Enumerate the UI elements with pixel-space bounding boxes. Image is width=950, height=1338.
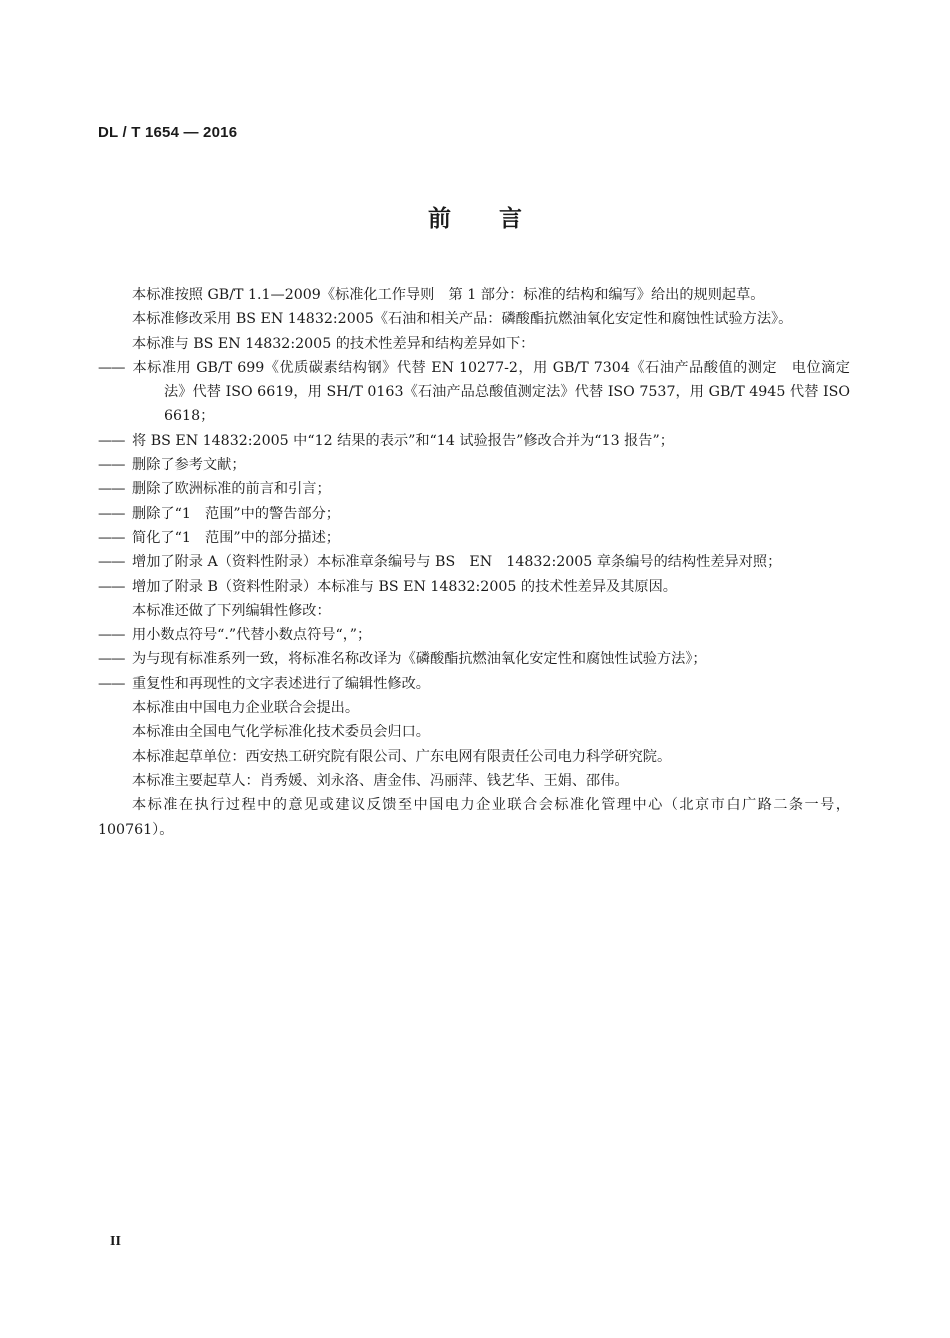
list-item <box>98 453 850 477</box>
list-item-text: 将 BS EN 14832:2005 中“12 结果的表示”和“14 试验报告”修改合并为“13 报告”； <box>132 432 674 449</box>
list-item-text: 用小数点符号“.”代替小数点符号“，”； <box>132 627 372 644</box>
list-item <box>98 672 850 696</box>
list-item <box>98 429 850 453</box>
list-item-text: 删除了欧洲标准的前言和引言； <box>132 481 331 498</box>
paragraph: 本标准起草单位：西安热工研究院有限公司、广东电网有限责任公司电力科学研究院。 <box>132 748 672 765</box>
list-item <box>98 502 850 526</box>
list-dash: —— <box>98 505 125 522</box>
list-item <box>98 575 850 599</box>
paragraph: 本标准还做了下列编辑性修改： <box>132 602 331 619</box>
list-item-text: 本标准用 GB/T 699《优质碳素结构钢》代替 EN 10277-2，用 GB/T 7304《石油产品酸值的测定 电位滴定法》代替 ISO 6619，用 SH/T 0163《石油产品总酸值测定法》代替 ISO 7537，用 GB/T 4945 代替 ISO 6618； <box>132 359 850 425</box>
paragraph: 本标准按照 GB/T 1.1—2009《标准化工作导则 第 1 部分：标准的结构和编写》给出的规则起草。 <box>132 287 765 303</box>
list-item <box>98 526 850 550</box>
list-item <box>98 647 850 671</box>
paragraph: 本标准由中国电力企业联合会提出。 <box>132 700 360 717</box>
list-item <box>98 550 850 574</box>
list-item <box>98 477 850 501</box>
list-dash: —— <box>98 529 125 546</box>
page-number: II <box>110 1234 121 1249</box>
list-item-text: 增加了附录 A（资料性附录）本标准章条编号与 BS EN 14832:2005 章条编号的结构性差异对照； <box>132 554 782 571</box>
list-dash: —— <box>98 554 125 571</box>
paragraph: 本标准与 BS EN 14832:2005 的技术性差异和结构差异如下： <box>132 335 535 352</box>
list-dash: —— <box>98 481 125 498</box>
standard-code: DL / T 1654 — 2016 <box>98 124 238 141</box>
list-item-text: 增加了附录 B（资料性附录）本标准与 BS EN 14832:2005 的技术性差异及其原因。 <box>132 578 677 595</box>
list-dash: —— <box>98 578 125 595</box>
list-item-text: 为与现有标准系列一致，将标准名称改译为《磷酸酯抗燃油氧化安定性和腐蚀性试验方法》； <box>132 651 707 668</box>
list-dash: —— <box>98 651 125 668</box>
list-item-text: 重复性和再现性的文字表述进行了编辑性修改。 <box>132 675 430 692</box>
paragraph: 本标准在执行过程中的意见或建议反馈至中国电力企业联合会标准化管理中心（北京市白广路二条一号，100761）。 <box>98 797 850 838</box>
list-dash: —— <box>98 457 125 474</box>
list-item-text: 删除了“1 范围”中的警告部分； <box>132 505 340 522</box>
list-item-text: 简化了“1 范围”中的部分描述； <box>132 529 340 546</box>
list-item <box>98 356 850 429</box>
list-dash: —— <box>98 675 125 692</box>
list-dash: —— <box>98 432 125 449</box>
list-dash: —— <box>98 627 125 644</box>
list-dash: —— <box>98 359 125 376</box>
list-item <box>98 623 850 647</box>
paragraph: 本标准主要起草人：肖秀媛、刘永洛、唐金伟、冯丽萍、钱艺华、王娟、邵伟。 <box>132 772 629 789</box>
list-item-text: 删除了参考文献； <box>132 457 246 474</box>
paragraph: 本标准由全国电气化学标准化技术委员会归口。 <box>132 724 430 741</box>
paragraph: 本标准修改采用 BS EN 14832:2005《石油和相关产品：磷酸酯抗燃油氧化安定性和腐蚀性试验方法》。 <box>132 311 793 328</box>
foreword-body <box>98 283 850 842</box>
page-title: 前言 <box>428 206 570 232</box>
